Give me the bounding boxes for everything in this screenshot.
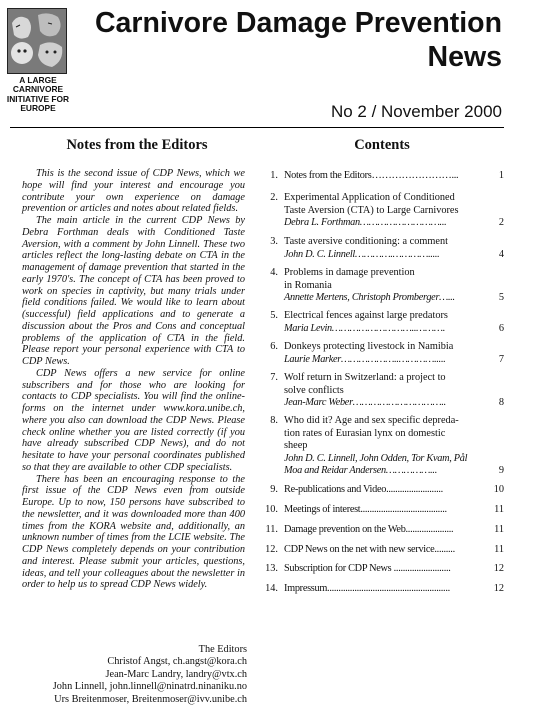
signature-line: The Editors [198,644,247,655]
toc-entry[interactable] [264,192,504,230]
toc-entry[interactable] [264,524,504,537]
toc-page: 11 [494,524,504,535]
toc-entry[interactable] [264,484,504,497]
toc-author: Maria Levin………………………..………. [284,322,445,334]
toc-author: John D. C. Linnell………….…………..... [284,248,440,260]
toc-entry[interactable] [264,170,504,183]
toc-title: Problems in damage prevention [284,267,415,278]
editors-signature [53,644,247,706]
notes-paragraph: CDP News offers a new service for online subscribers and for those who are looking for contacts to CDP specialists. You will find the online-forms on the internet under www.kora.unibe.ch, where you also can download the CDP News. Please check online whether you are listed correctly (if you have already subscribed CDP News), and do not hesitate to have your personal coordinates published so that they are available to other CDP specialists. [22,367,245,473]
toc-entry[interactable] [264,267,504,305]
toc-page: 10 [493,484,504,495]
toc-entry[interactable] [264,372,504,410]
toc-title: Taste Aversion (CTA) to Large Carnivores [284,204,459,216]
toc-author: Laurie Marker………………..…………..... [284,353,446,365]
toc-number: 8. [270,415,278,426]
title-line-1: Carnivore Damage Prevention [94,7,502,39]
toc-entry[interactable] [264,504,504,517]
toc-title: Wolf return in Switzerland: a project to [284,372,446,383]
issue-number: No 2 / November 2000 [330,102,502,121]
toc-page: 7 [498,353,504,365]
toc-number: 11. [265,524,278,535]
toc-number: 5. [270,310,278,321]
toc-title: Impressum...................................................... [284,583,450,594]
toc-page: 5 [498,292,504,303]
toc-title: Notes from the Editors……………………... [284,170,459,181]
toc-page: 8 [498,397,504,408]
toc-author: Jean-Marc Weber………………………….. [284,397,446,408]
signature-line: John Linnell, john.linnell@ninatrd.ninaniku.no [52,681,247,693]
toc-page: 12 [493,563,504,574]
toc-page: 2 [498,217,504,228]
toc-title: Meetings of interest...................................... [284,504,447,515]
toc-number: 9. [270,484,278,495]
toc-entry[interactable] [264,544,504,557]
signature-line: Christof Angst, ch.angst@kora.ch [107,656,247,668]
toc-author: John D. C. Linnell, John Odden, Tor Kvam, Pål Moa and Reidar Andersen……………... [284,452,468,476]
toc-page: 9 [498,465,504,476]
notes-heading: Notes from the Editors [66,137,208,153]
toc-number: 12. [265,544,278,555]
logo-caption: A LARGE CARNIVORE INITIATIVE FOR EUROPE [6,75,70,114]
toc-number: 1. [270,170,278,181]
toc-author: Annette Mertens, Christoph Promberger…... [284,292,455,303]
toc-title: Damage prevention on the Web..................... [284,524,454,535]
toc-number: 13. [265,563,278,574]
toc-title: Who did it? Age and sex specific depreda- [284,415,459,426]
notes-paragraph: This is the second issue of CDP News, which we hope will find your interest and encourage you contribute your own experience on damage prevention or articles and notes about related fields. [22,168,245,215]
toc-entry[interactable] [264,236,504,261]
toc-number: 10. [265,504,278,515]
toc-number: 2. [270,192,278,203]
toc-number: 6. [270,341,278,352]
toc-number: 3. [270,236,278,247]
notes-paragraph: There has been an encouraging response to the first issue of the CDP News even from outside Europe. Up to now, 150 persons have subscribed to the newsletter, and it was downloaded more than 400 times from the KORA website and, additionally, an unknown number of times from the LCIE website. The CDP News completely depends on your contribution and interest. Please submit your articles, questions, ideas, and tell your colleagues about the newsletter in order to help us to spread CDP News widely. [22,473,245,591]
toc-page: 11 [494,504,504,515]
header-divider [10,127,504,128]
toc-number: 7. [270,372,278,383]
notes-paragraph: The main article in the current CDP News by Debra Forthman deals with Conditioned Taste Aversion, with a comment by John Linnell. These two articles reflect the long-lasting debate on CTA in the management of damage prevention that started in the early 1970's. The concept of CTA has been proved to work on species in captivity, but many trials under field conditions failed. We would like to learn about (successful) field applications and to generate a discussion about the Pros and Cons and conceptual problems of the application of CTA in the field. Please report your personal experience with CTA to CDP News. [22,215,245,367]
toc-page: 1 [498,170,504,181]
toc-page: 6 [498,322,504,334]
toc-author: Debra L. Forthman………………………... [284,217,447,228]
toc-page: 12 [493,583,504,594]
toc-title: Re-publications and Video......................... [284,484,443,495]
title-line-2: News [427,41,502,73]
toc-page: 4 [498,248,504,260]
toc-entry[interactable] [264,583,504,596]
toc-entry[interactable] [264,415,504,478]
toc-number: 14. [265,583,278,594]
signature-line: Urs Breitenmoser, Breitenmoser@ivv.unibe.ch [54,693,247,705]
toc-title: Subscription for CDP News ......................... [284,563,451,574]
toc-title: tion rates of Eurasian lynx on domestic [284,427,446,439]
newsletter-title [90,6,502,74]
toc-title: CDP News on the net with new service......... [284,544,455,555]
contents-heading: Contents [354,137,410,153]
toc-title: Experimental Application of Conditioned [284,192,455,203]
notes-body [22,168,245,591]
toc-entry[interactable] [264,310,504,335]
toc-entry[interactable] [264,563,504,576]
toc-title: Electrical fences against large predators [284,310,448,321]
toc-entry[interactable] [264,341,504,366]
signature-line: Jean-Marc Landry, landry@vtx.ch [105,668,247,680]
toc-page: 11 [494,544,504,555]
lcie-logo-image [7,8,67,74]
toc-number: 4. [270,267,278,278]
toc-title: Taste aversive conditioning: a comment [284,236,448,247]
toc-title: Donkeys protecting livestock in Namibia [284,341,454,352]
toc-title: sheep [284,440,308,451]
toc-title: in Romania [284,279,332,291]
toc-title: solve conflicts [284,384,344,396]
